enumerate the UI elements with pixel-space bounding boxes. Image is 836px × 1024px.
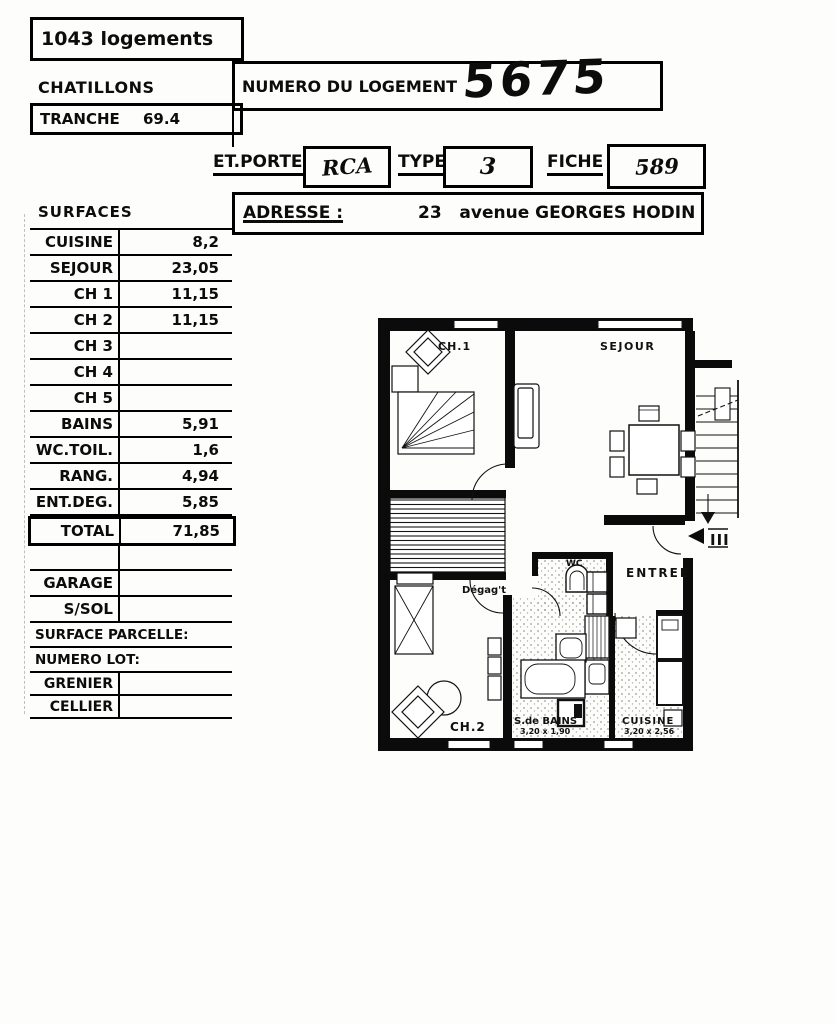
chair-icon [681,457,695,477]
table-row: CH 1 11,15 [30,282,232,308]
shelf-icon [397,573,433,584]
chair-icon [610,457,624,477]
adresse-box [232,192,704,235]
tranche-label: TRANCHE [40,110,120,128]
type-label: TYPE [398,152,446,176]
room-label-bains: S.de BAINS [514,716,578,727]
project-title: 1043 logements [41,28,214,50]
dining-table-icon [629,425,679,475]
shelf-icon [587,594,607,614]
tranche-box [30,103,243,135]
table-row: CELLIER [30,696,232,719]
surfaces-title: SURFACES [38,203,133,221]
surfaces-table [30,228,232,719]
table-row: CH 2 11,15 [30,308,232,334]
numero-logement-box [232,49,663,111]
table-row: WC.TOIL. 1,6 [30,438,232,464]
room-label-ch1: CH.1 [438,340,472,353]
sejour-furniture [514,384,695,494]
fiche-value-handwritten: 589 [634,153,679,180]
adresse-value: 23 avenue GEORGES HODIN [418,203,696,223]
entry-level-marker: III [710,531,730,549]
numero-logement-label: NUMERO DU LOGEMENT [242,77,458,96]
stairs [696,380,738,524]
page-margin-artifact [24,214,25,714]
type-value-box [443,146,533,188]
numero-lot-row: NUMERO LOT: [30,648,232,673]
closet-icon [657,661,683,705]
fiche-label: FICHE [547,152,603,176]
nightstand-icon [392,366,418,392]
table-row-blank [30,546,232,571]
adresse-label: ADRESSE : [243,203,344,223]
ch2-furniture [392,573,501,738]
surfaces-total-row: TOTAL 71,85 [28,516,236,546]
chair-icon [681,431,695,451]
shelf-icon [488,676,501,700]
room-label-wc: WC [566,559,583,569]
table-row: SEJOUR 23,05 [30,256,232,282]
table-row: CH 4 [30,360,232,386]
tranche-value: 69.4 [143,110,181,128]
room-label-degagement: Dégag't [462,585,506,596]
table-row: CH 5 [30,386,232,412]
site-name: CHATILLONS [38,78,155,97]
project-title-box [30,17,244,61]
table-row: CH 3 [30,334,232,360]
room-label-cuisine: CUISINE [622,716,675,727]
rangement-hatch [390,498,505,572]
surface-parcelle-row: SURFACE PARCELLE: [30,623,232,648]
chair-icon [637,479,657,494]
et-porte-value-box [303,146,391,188]
table-row: CUISINE 8,2 [30,230,232,256]
table-row: GARAGE [30,571,232,597]
entry-arrow-icon [688,528,730,549]
room-label-entree: ENTREE [626,566,691,580]
table-row: ENT.DEG. 5,85 [30,490,232,516]
fiche-value-box [607,144,706,189]
shelf-icon [587,572,607,592]
shelf-icon [488,657,501,674]
et-porte-value-handwritten: RCA [320,152,374,181]
table-row: BAINS 5,91 [30,412,232,438]
numero-logement-value-handwritten: 5675 [460,49,613,110]
fridge-icon [616,618,636,638]
shelf-icon [488,638,501,655]
room-dim-cuisine: 3,20 x 2,56 [624,727,675,736]
table-row: GRENIER [30,673,232,696]
et-porte-label: ET.PORTE [213,152,303,176]
room-label-sejour: SEJOUR [600,340,656,353]
room-label-ch2: CH.2 [450,720,486,734]
chair-icon [610,431,624,451]
type-value-handwritten: 3 [479,152,497,181]
room-dim-bains: 3,20 x 1,90 [520,727,571,736]
floor-plan [368,300,836,762]
table-row: S/SOL [30,597,232,623]
table-row: RANG. 4,94 [30,464,232,490]
chair-icon [639,406,659,421]
